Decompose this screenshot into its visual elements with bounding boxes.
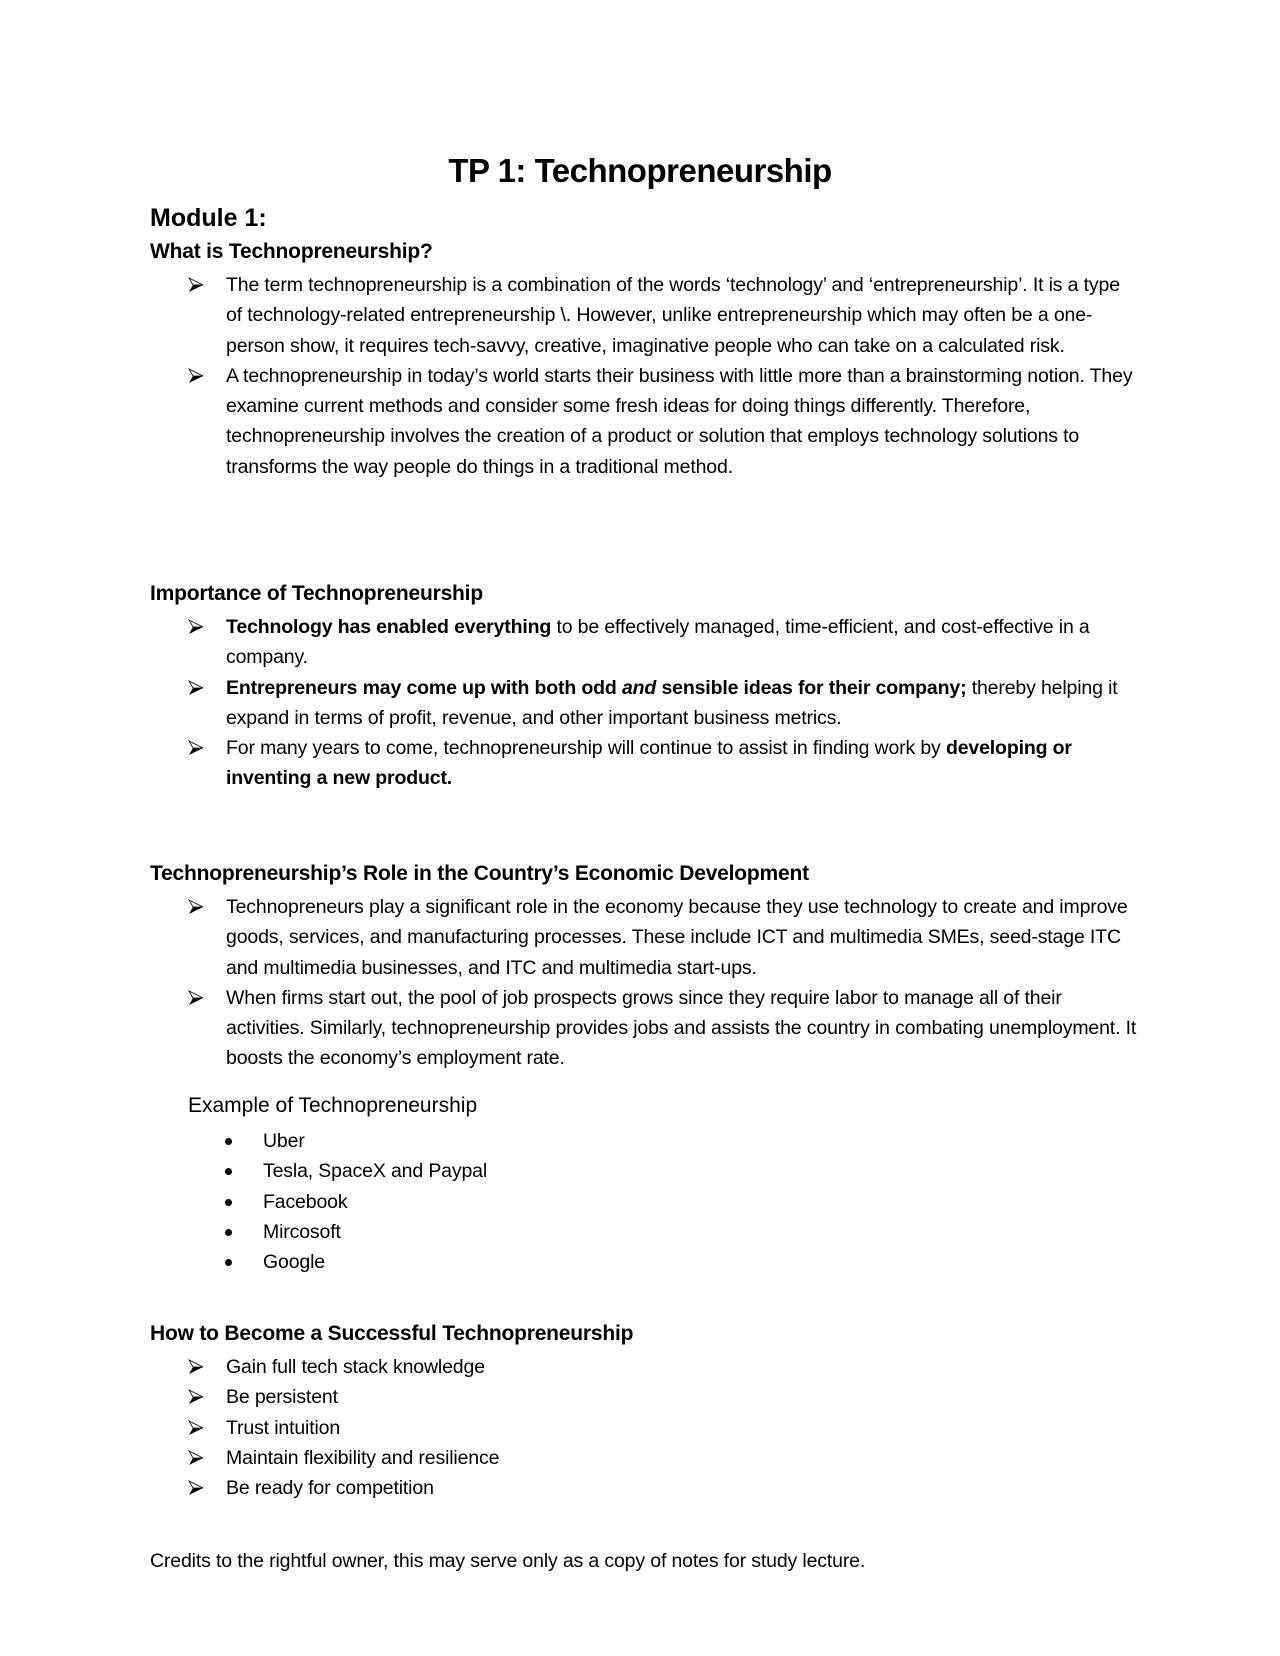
arrow-bullet-icon [188,1450,204,1466]
page-title: TP 1: Technopreneurship [448,152,832,189]
list-item [188,361,1138,482]
bullet-dot-icon [225,1259,232,1266]
list-item [188,1413,1138,1443]
arrow-bullet-icon [188,899,204,915]
list-item [222,1156,487,1186]
arrow-bullet-icon [188,1359,204,1375]
emphasis-italic-text: and [621,676,657,699]
list-item [188,673,1138,734]
list-item [188,1473,1138,1503]
arrow-bullet-icon [188,1420,204,1436]
list-item [188,1443,1138,1473]
examples-list [222,1126,487,1277]
arrow-bullet-icon [188,740,204,756]
list-item-text: Be ready for competition [226,1477,434,1500]
list-item-text: Tesla, SpaceX and Paypal [263,1160,488,1183]
how-list [188,1352,1138,1503]
list-item [222,1126,487,1156]
list-item [188,983,1138,1074]
list-item-text: Technopreneurs play a significant role in the economy because they use technology to create and improve goods, services, and manufacturing processes. These include ICT and multimedia SMEs, seed-stage ITC and multimedia businesses, and ITC and multimedia start-ups. [226,896,1128,979]
examples-heading: Example of Technopreneurship [188,1094,478,1117]
list-item-text: A technopreneurship in today’s world starts their business with little more than a brainstorming notion. They examine current methods and consider some fresh ideas for doing things differently. Therefore, technopreneurship involves the creation of a product or solution that employs technology solutions to transforms the way people do things in a traditional method. [226,364,1133,478]
list-item-text: Maintain flexibility and resilience [226,1446,500,1469]
list-item [222,1187,487,1217]
role-list [188,892,1138,1074]
bullet-dot-icon [225,1229,232,1236]
list-item [222,1247,487,1277]
list-item-text: Be persistent [226,1386,338,1409]
list-item [188,1352,1138,1382]
emphasis-text: sensible ideas for their company; [656,676,967,699]
list-item-text: Trust intuition [226,1416,341,1439]
list-item [222,1217,487,1247]
list-item [188,733,1138,794]
list-item-text: Google [263,1251,325,1274]
bullet-dot-icon [225,1138,232,1145]
section-heading-importance: Importance of Technopreneurship [150,582,483,605]
section-heading-role: Technopreneurship’s Role in the Country’s Economic Development [150,862,809,885]
section-heading-what: What is Technopreneurship? [150,240,433,263]
arrow-bullet-icon [188,277,204,293]
list-item [188,270,1138,361]
bullet-dot-icon [225,1199,232,1206]
arrow-bullet-icon [188,1389,204,1405]
list-item-text: Gain full tech stack knowledge [226,1356,485,1378]
what-list [188,270,1138,482]
emphasis-text: Technology has enabled everything [226,616,552,638]
section-heading-how: How to Become a Successful Technopreneurship [150,1322,634,1345]
arrow-bullet-icon [188,680,204,696]
list-item-text: For many years to come, technopreneurship will continue to assist in finding work by [226,737,946,760]
bullet-dot-icon [225,1168,232,1175]
arrow-bullet-icon [188,619,204,635]
emphasis-text: developing or inventing a new product. [226,737,1072,790]
list-item-text: Mircosoft [263,1220,341,1243]
emphasis-text: Entrepreneurs may come up with both odd [226,676,622,699]
list-item-text: Facebook [263,1190,348,1213]
importance-list [188,612,1138,794]
credits-note: Credits to the rightful owner, this may serve only as a copy of notes for study lecture. [150,1550,866,1572]
arrow-bullet-icon [188,368,204,384]
list-item-text: The term technopreneurship is a combination of the words ‘technology’ and ‘entrepreneurship’. It is a type of technology-related entrepreneurship \. However, unlike entrepreneurship which may often be a one-person show, it requires tech-savvy, creative, imaginative people who can take on a calculated risk. [226,274,1120,357]
module-heading: Module 1: [150,204,267,232]
list-item [188,892,1138,983]
list-item-text: thereby helping it expand in terms of profit, revenue, and other important business metrics. [226,676,1118,729]
list-item [188,612,1138,673]
list-item [188,1382,1138,1412]
list-item-text: to be effectively managed, time-efficient, and cost-effective in a company. [226,616,1090,669]
list-item-text: Uber [263,1130,305,1152]
list-item-text: When firms start out, the pool of job prospects grows since they require labor to manage all of their activities. Similarly, technopreneurship provides jobs and assists the country in combating unemployment. It boosts the economy’s employment rate. [226,986,1137,1070]
arrow-bullet-icon [188,1480,204,1496]
arrow-bullet-icon [188,990,204,1006]
